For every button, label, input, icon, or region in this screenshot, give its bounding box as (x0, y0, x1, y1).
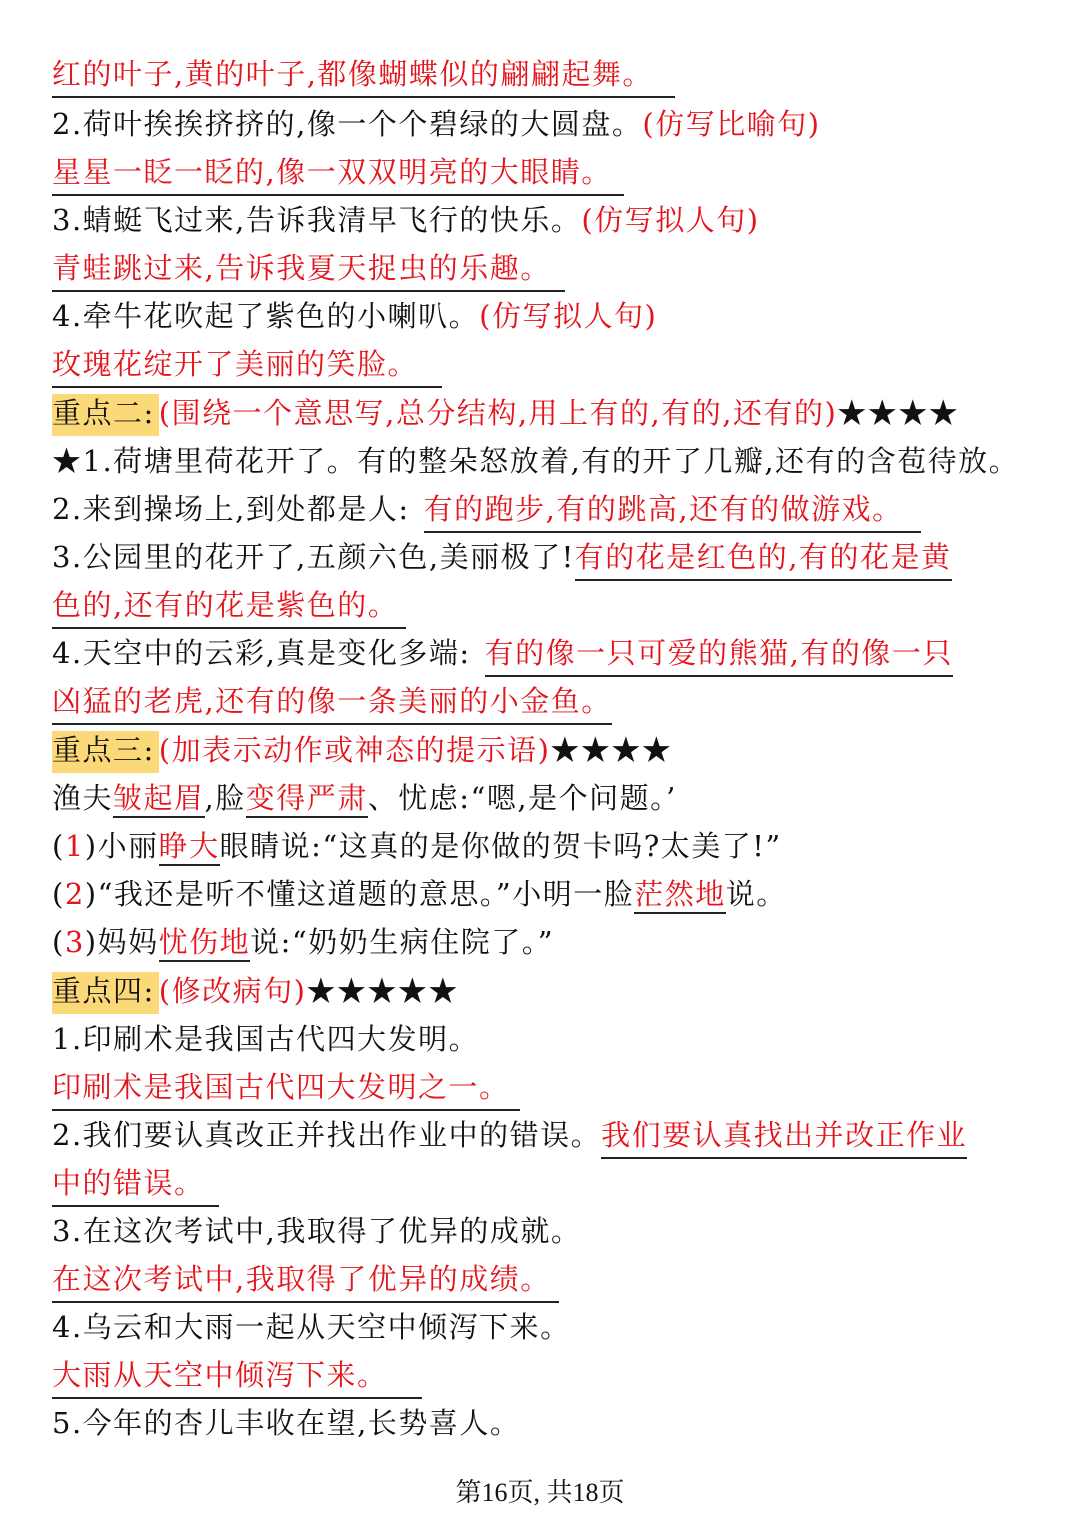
answer-text: 忧伤地 (159, 925, 251, 962)
question-line (52, 1307, 571, 1347)
section-label: 重点三: (52, 731, 159, 773)
question-text: 2.荷叶挨挨挤挤的,像一个个碧绿的大圆盘。 (52, 107, 643, 141)
answer-text: 变得严肃 (246, 781, 368, 818)
question-text: 1.印刷术是我国古代四大发明。 (52, 1022, 480, 1056)
question-line (52, 1403, 520, 1443)
star-rating: ★★★★ (550, 733, 673, 767)
answer-line (52, 248, 565, 292)
question-text: 说。 (725, 877, 787, 911)
example-text: ,脸 (204, 781, 246, 815)
question-text: 2.我们要认真改正并找出作业中的错误。 (52, 1118, 602, 1152)
answer-text: 青蛙跳过来,告诉我夏天捉虫的乐趣。 (52, 248, 565, 292)
question-line (52, 922, 554, 962)
answer-line (52, 585, 406, 629)
answer-line (52, 1355, 422, 1399)
question-line (52, 1211, 581, 1251)
section-label: 重点四: (52, 972, 159, 1014)
answer-text: 凶猛的老虎,还有的像一条美丽的小金鱼。 (52, 681, 612, 725)
question-line (52, 1115, 967, 1159)
answer-text: 红的叶子,黄的叶子,都像蝴蝶似的翩翩起舞。 (52, 54, 675, 98)
star-rating: ★★★★ (837, 396, 960, 430)
answer-text: 有的花是红色的,有的花是黄 (575, 537, 952, 581)
answer-text: 在这次考试中,我取得了优异的成绩。 (52, 1259, 559, 1303)
question-text: 3.公园里的花开了,五颜六色,美丽极了! (52, 540, 575, 574)
star-rating: ★★★★★ (306, 974, 459, 1008)
answer-text: 大雨从天空中倾泻下来。 (52, 1355, 422, 1399)
section-instruction: (修改病句) (158, 974, 307, 1008)
page-footer: 第16页, 共18页 (455, 1478, 625, 1507)
question-text: )小丽 (84, 829, 159, 863)
question-text: 4.天空中的云彩,真是变化多端: (52, 636, 471, 670)
section-heading (52, 393, 959, 433)
section-instruction: (围绕一个意思写,总分结构,用上有的,有的,还有的) (158, 396, 838, 430)
question-line (52, 296, 657, 336)
question-text: 3.在这次考试中,我取得了优异的成就。 (52, 1214, 582, 1248)
question-text: 眼睛说:“这真的是你做的贺卡吗?太美了!” (219, 829, 782, 863)
question-text: )“我还是听不懂这道题的意思。”小明一脸 (84, 877, 635, 911)
answer-text: 有的跑步,有的跳高,还有的做游戏。 (424, 489, 921, 533)
answer-line (52, 681, 612, 725)
question-line (52, 826, 782, 866)
answer-line (52, 54, 675, 98)
question-line (52, 200, 760, 240)
question-line (52, 489, 921, 533)
question-text: )妈妈 (84, 925, 159, 959)
question-line (52, 104, 821, 144)
section-heading (52, 971, 459, 1011)
item-number: 1 (64, 829, 85, 863)
answer-line (52, 344, 442, 388)
answer-line (52, 1259, 559, 1303)
answer-line (52, 1067, 520, 1111)
question-text: 说:“奶奶生病住院了。” (250, 925, 555, 959)
section-heading (52, 730, 672, 770)
item-number: 3 (64, 925, 85, 959)
section-instruction: (加表示动作或神态的提示语) (158, 733, 551, 767)
question-text: 5.今年的杏儿丰收在望,长势喜人。 (52, 1406, 521, 1440)
answer-text: 我们要认真找出并改正作业 (601, 1115, 967, 1159)
answer-line (52, 1163, 219, 1207)
answer-line (52, 152, 624, 196)
question-line (52, 874, 787, 914)
answer-text: 色的,还有的花是紫色的。 (52, 585, 406, 629)
example-line (52, 441, 1019, 481)
section-label: 重点二: (52, 394, 159, 436)
answer-text: 睁大 (159, 829, 220, 866)
question-line (52, 537, 952, 581)
question-text: 4.乌云和大雨一起从天空中倾泻下来。 (52, 1310, 571, 1344)
paren: ( (52, 877, 65, 911)
answer-text: 星星一眨一眨的,像一双双明亮的大眼睛。 (52, 152, 624, 196)
paren: ( (52, 925, 65, 959)
question-line (52, 1019, 479, 1059)
answer-text: 茫然地 (634, 877, 726, 914)
example-text: 、忧虑:“嗯,是个问题。’ (367, 781, 677, 815)
instruction-text: (仿写拟人句) (581, 203, 760, 237)
item-number: 2 (64, 877, 85, 911)
example-text: 渔夫 (52, 781, 114, 815)
question-text: 2.来到操场上,到处都是人: (52, 492, 410, 526)
answer-text: 中的错误。 (52, 1163, 219, 1207)
answer-text: 玫瑰花绽开了美丽的笑脸。 (52, 344, 442, 388)
answer-text: 皱起眉 (113, 781, 205, 818)
question-text: 4.牵牛花吹起了紫色的小喇叭。 (52, 299, 480, 333)
paren: ( (52, 829, 65, 863)
answer-text: 印刷术是我国古代四大发明之一。 (52, 1067, 520, 1111)
answer-text: 有的像一只可爱的熊猫,有的像一只 (485, 633, 953, 677)
example-text: ★1.荷塘里荷花开了。有的整朵怒放着,有的开了几瓣,还有的含苞待放。 (52, 444, 1020, 478)
example-line (52, 778, 677, 818)
question-line (52, 633, 953, 677)
instruction-text: (仿写比喻句) (642, 107, 821, 141)
question-text: 3.蜻蜓飞过来,告诉我清早飞行的快乐。 (52, 203, 582, 237)
instruction-text: (仿写拟人句) (479, 299, 658, 333)
